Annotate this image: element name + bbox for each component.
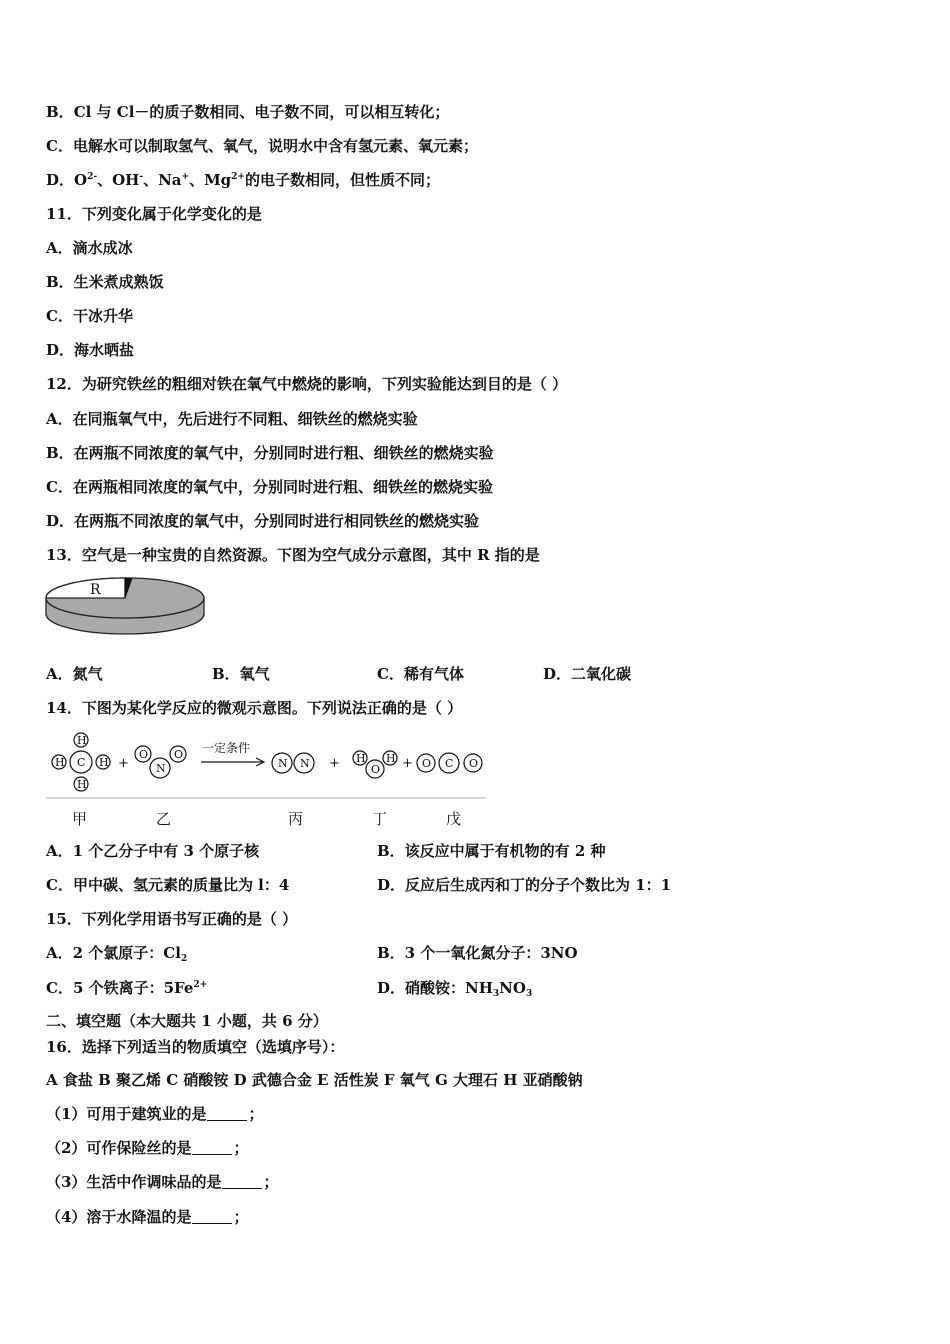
- atom-symbol: H: [356, 752, 366, 765]
- molecule-jia: [52, 733, 110, 791]
- formula: 、Na: [143, 171, 182, 189]
- option-prefix: B．: [46, 103, 74, 121]
- plus-sign: +: [118, 756, 129, 771]
- q14-option-c: C．甲中碳、氢元素的质量比为 l：4: [46, 876, 290, 894]
- atom-symbol: C: [77, 756, 86, 769]
- option-text: 的质子数相同、电子数不同，可以相互转化；: [149, 103, 450, 121]
- item-text: （4）溶于水降温的是: [46, 1208, 192, 1226]
- pie-slice-r: [46, 578, 125, 598]
- plus-sign: +: [329, 756, 340, 771]
- label-jia: 甲: [72, 810, 88, 828]
- q14-option-d: D．反应后生成丙和丁的分子个数比为 1：1: [377, 876, 672, 894]
- q11-option-b: B．生米煮成熟饭: [46, 273, 164, 291]
- atom-symbol: O: [422, 757, 432, 770]
- charge: 2+: [231, 172, 245, 182]
- q13-option-c: C．稀有气体: [377, 665, 464, 683]
- q15-option-b: B．3 个一氧化氮分子：3NO: [377, 944, 578, 962]
- q14-stem: 14．下图为某化学反应的微观示意图。下列说法正确的是（ ）: [46, 699, 463, 717]
- option-prefix: D．: [46, 171, 75, 189]
- q16-item-3: [46, 1172, 278, 1192]
- item-text: （3）生活中作调味品的是: [46, 1173, 222, 1191]
- formula: 、OH: [97, 171, 140, 189]
- answer-blank[interactable]: [207, 1106, 247, 1121]
- option-text: Cl 与 Cl: [73, 103, 135, 121]
- atom-symbol: O: [174, 748, 184, 761]
- option-text: －: [134, 103, 150, 121]
- q12-option-b: B．在两瓶不同浓度的氧气中，分别同时进行粗、细铁丝的燃烧实验: [46, 444, 494, 462]
- molecule-bing: [272, 753, 314, 773]
- molecule-wu: [417, 753, 482, 773]
- plus-sign: +: [402, 756, 413, 771]
- q13-option-a: A．氮气: [46, 665, 103, 683]
- reaction-micro-diagram: [44, 730, 490, 802]
- pie-label-r: R: [90, 582, 101, 598]
- q13-option-d: D．二氧化碳: [543, 665, 632, 683]
- subscript: 2: [180, 954, 188, 964]
- item-text: （1）可用于建筑业的是: [46, 1105, 207, 1123]
- q12-option-c: C．在两瓶相同浓度的氧气中，分别同时进行粗、细铁丝的燃烧实验: [46, 478, 493, 496]
- q15-stem: 15．下列化学用语书写正确的是（ ）: [46, 910, 298, 928]
- formula: O: [74, 171, 88, 189]
- q16-item-2: [46, 1138, 248, 1158]
- atom-symbol: H: [77, 734, 87, 747]
- atom-symbol: O: [371, 763, 381, 776]
- q14-option-b: B．该反应中属于有机物的有 2 种: [377, 842, 606, 860]
- answer-blank[interactable]: [192, 1140, 232, 1155]
- q16-choices: A 食盐 B 聚乙烯 C 硝酸铵 D 武德合金 E 活性炭 F 氧气 G 大理石 H 亚硝酸钠: [46, 1071, 583, 1089]
- formula: 、Mg: [189, 171, 232, 189]
- q11-option-d: D．海水晒盐: [46, 341, 135, 359]
- atom-symbol: N: [156, 762, 166, 775]
- q11-stem: 11．下列变化属于化学变化的是: [46, 205, 262, 223]
- atom-symbol: O: [139, 748, 149, 761]
- answer-blank[interactable]: [192, 1209, 232, 1224]
- punct: ；: [248, 1105, 264, 1123]
- atom-symbol: N: [278, 757, 288, 770]
- subscript: 3: [492, 989, 500, 999]
- option-text: NO: [499, 979, 526, 997]
- atom-symbol: H: [55, 756, 65, 769]
- label-yi: 乙: [156, 810, 172, 828]
- label-bing: 丙: [288, 810, 304, 828]
- q10-option-b: [46, 102, 449, 122]
- atom-symbol: H: [77, 778, 87, 791]
- q13-stem: 13．空气是一种宝贵的自然资源。下图为空气成分示意图，其中 R 指的是: [46, 546, 540, 564]
- q14-option-a: A．1 个乙分子中有 3 个原子核: [46, 842, 260, 860]
- q15-option-a: [46, 943, 187, 963]
- item-text: （2）可作保险丝的是: [46, 1139, 192, 1157]
- molecule-yi: [135, 746, 186, 778]
- air-composition-pie-figure: [44, 574, 206, 638]
- q12-option-d: D．在两瓶不同浓度的氧气中，分别同时进行相同铁丝的燃烧实验: [46, 512, 480, 530]
- option-text: C．5 个铁离子：5Fe: [46, 979, 194, 997]
- reaction-condition: 一定条件: [202, 741, 251, 755]
- q11-option-c: C．干冰升华: [46, 307, 133, 325]
- subscript: 3: [525, 989, 533, 999]
- q12-option-a: A．在同瓶氧气中，先后进行不同粗、细铁丝的燃烧实验: [46, 410, 418, 428]
- atom-symbol: O: [469, 757, 479, 770]
- punct: ；: [263, 1173, 279, 1191]
- atom-symbol: H: [386, 752, 396, 765]
- q11-option-a: A．滴水成冰: [46, 239, 133, 257]
- charge: 2+: [193, 980, 208, 990]
- q16-stem: 16．选择下列适当的物质填空（选填序号）：: [46, 1038, 345, 1056]
- q15-option-c: [46, 978, 207, 998]
- section-heading: 二、填空题（本大题共 1 小题，共 6 分）: [46, 1012, 328, 1030]
- charge: +: [181, 172, 190, 182]
- punct: ；: [233, 1139, 249, 1157]
- molecule-ding: [353, 751, 397, 778]
- q12-stem: 12．为研究铁丝的粗细对铁在氧气中燃烧的影响，下列实验能达到目的是（ ）: [46, 375, 568, 393]
- q16-item-1: [46, 1104, 263, 1124]
- punct: ；: [233, 1208, 249, 1226]
- q16-item-4: [46, 1207, 248, 1227]
- charge: -: [139, 172, 144, 182]
- label-ding: 丁: [372, 810, 388, 828]
- option-text: A．2 个氯原子：Cl: [46, 944, 181, 962]
- option-text: D．硝酸铵：NH: [377, 979, 493, 997]
- option-text: 的电子数相同，但性质不同；: [244, 171, 440, 189]
- atom-symbol: N: [300, 757, 310, 770]
- q10-option-c: C．电解水可以制取氢气、氧气，说明水中含有氢元素、氧元素；: [46, 137, 478, 155]
- atom-symbol: C: [445, 757, 454, 770]
- q13-option-b: B．氧气: [212, 665, 270, 683]
- q10-option-d: [46, 170, 440, 190]
- atom-symbol: H: [99, 756, 109, 769]
- charge: 2-: [87, 172, 98, 182]
- label-wu: 戊: [446, 810, 462, 828]
- answer-blank[interactable]: [222, 1174, 262, 1189]
- q15-option-d: [377, 978, 532, 998]
